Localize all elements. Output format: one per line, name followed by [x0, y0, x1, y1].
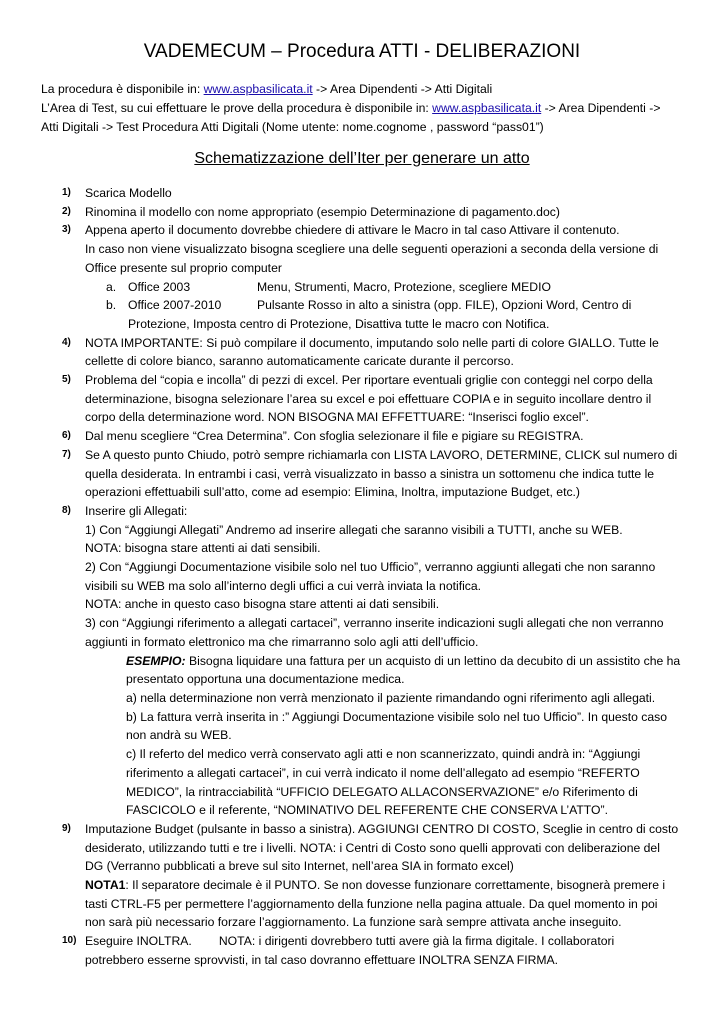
nota-label: NOTA1 [85, 878, 126, 893]
item-text: Se A questo punto Chiudo, potrò sempre richiamarla con LISTA LAVORO, DETERMINE, CLICK sul numero di [85, 447, 678, 462]
item-text: visibili su WEB ma solo all’interno degli uffici a cui verrà inviata la notifica. [85, 578, 482, 593]
item-number: 5) [62, 374, 71, 386]
item-text: Office presente sul proprio computer [85, 260, 282, 275]
intro-text: -> Area Dipendenti -> [541, 101, 661, 115]
list-item [41, 371, 691, 427]
item-text: determinazione, bisogna selezionare l’area su excel e poi effettuare COPIA e in seguito incollare dentro il [85, 391, 652, 406]
item-text: NOTA IMPORTANTE: Si può compilare il documento, imputando solo nelle parti di colore GIALLO. Tutte le [85, 335, 659, 350]
list-item [41, 932, 691, 969]
site-link[interactable]: www.aspbasilicata.it [203, 82, 313, 96]
item-text: Problema del “copia e incolla” di pezzi di excel. Per riportare eventuali griglie con conteggi nel corpo della [85, 373, 653, 388]
item-text: Appena aperto il documento dovrebbe chiedere di attivare le Macro in tal caso Attivare il contenuto. [85, 223, 620, 238]
item-text: In caso non viene visualizzato bisogna scegliere una delle seguenti operazioni a seconda della versione di [85, 242, 659, 257]
item-number: 4) [62, 336, 71, 348]
nota-text: : Il separatore decimale è il PUNTO. Se non dovesse funzionare correttamente, bisognerà premere i [125, 878, 666, 893]
item-number: 1) [62, 187, 71, 198]
sub-item [85, 278, 691, 297]
item-text: aggiunti in formato elettronico ma che rimarranno solo agli atti dell’ufficio. [85, 634, 479, 649]
item-text: tasti CTRL-F5 per permettere l’aggiornamento della funzione nella pagina attuale. Da quel momento in poi [85, 896, 658, 911]
site-link-test[interactable]: www.aspbasilicata.it [432, 101, 542, 115]
intro-text: -> Area Dipendenti -> Atti Digitali [312, 82, 493, 96]
sub-item-name: Office 2003 [128, 279, 191, 294]
sub-item [85, 296, 691, 333]
list-item [41, 446, 691, 502]
item-text: corpo della determinazione word. NON BISOGNA MAI EFFETTUARE: “Inserisci foglio excel”. [85, 410, 589, 425]
intro-line-1 [41, 80, 691, 99]
item-text: Imputazione Budget (pulsante in basso a sinistra). AGGIUNGI CENTRO DI COSTO, Sceglie in centro di costo [85, 821, 679, 836]
example-line [126, 652, 691, 671]
item-text: cellette di colore bianco, saranno automaticamente caricate durante il percorso. [85, 354, 514, 369]
item-number: 8) [62, 504, 71, 516]
item-text: potrebbero esserne sprovvisti, in tal caso dovranno effettuare INOLTRA SENZA FIRMA. [85, 952, 559, 967]
section-subtitle: Schematizzazione dell’Iter per generare un atto [194, 150, 530, 167]
item-text: operazioni effettuabili sull’atto, come ad esempio: Elimina, Inoltra, imputazione Budget, etc.) [85, 485, 580, 500]
item-number: 7) [62, 448, 71, 460]
item-text: Rinomina il modello con nome appropriato (esempio Determinazione di pagamento.doc) [85, 204, 560, 219]
steps-list [41, 184, 691, 970]
item-text: 2) Con “Aggiungi Documentazione visibile solo nel tuo Ufficio”, verranno aggiunti allegati che non saranno [85, 560, 656, 575]
intro-line-3: Atti Digitali -> Test Procedura Atti Digitali (Nome utente: nome.cognome , password “pass01”) [41, 120, 544, 134]
item-text: 1) Con “Aggiungi Allegati” Andremo ad inserire allegati che saranno visibili a TUTTI, anche su WEB. [85, 522, 623, 537]
item-text: non sarà più necessario forzare l’aggiornamento. La funzione sarà sempre attivata anche inseguito. [85, 915, 622, 930]
example-line: c) Il referto del medico verrà conservato agli atti e non scannerizzato, quindi andrà in: “Aggiungi [126, 747, 641, 762]
example-line: b) La fattura verrà inserita in :” Aggiungi Documentazione visibile solo nel tuo Ufficio”. In questo caso [126, 709, 668, 724]
item-number: 3) [62, 224, 71, 236]
item-number: 9) [62, 822, 71, 834]
example-line: MEDICO”, la rintracciabilità “UFFICIO DELEGATO ALLACONSERVAZIONE” e/o Riferimento di [126, 784, 638, 799]
item-number: 6) [62, 430, 71, 442]
item-text: NOTA: bisogna stare attenti ai dati sensibili. [85, 541, 321, 556]
example-line: riferimento a allegati cartacei”, in cui verrà indicato il nome dell’allegato ad esempio “REFERTO [126, 765, 640, 780]
example-line: non andrà su WEB. [126, 728, 232, 743]
item-number: 2) [62, 205, 71, 217]
sub-item-text: Pulsante Rosso in alto a sinistra (opp. FILE), Opzioni Word, Centro di [257, 298, 632, 313]
item-text: NOTA: anche in questo caso bisogna stare attenti ai dati sensibili. [85, 597, 440, 612]
item-text: quella desiderata. In entrambi i casi, verrà visualizzato in basso a sinistra un sottomenu che indica tutte le [85, 466, 655, 481]
item-text: desiderato, utilizzando tutti e tre i livelli. NOTA: i Centri di Costo sono quelli approvati con deliberazione del [85, 840, 660, 855]
item-text: 3) con “Aggiungi riferimento a allegati cartacei”, verranno inserite indicazioni sugli allegati che non verranno [85, 616, 664, 631]
sub-item-label: a. [106, 279, 117, 294]
sub-item-text: Protezione, Imposta centro di Protezione, Disattiva tutte le macro con Notifica. [128, 316, 550, 331]
intro-text: L’Area di Test, su cui effettuare le prove della procedura è disponibile in: [41, 101, 433, 115]
sub-item-text: Menu, Strumenti, Macro, Protezione, scegliere MEDIO [257, 279, 551, 294]
example-line: a) nella determinazione non verrà menzionato il paziente rimandando ogni riferimento agli allegati. [126, 690, 656, 705]
list-item [41, 334, 691, 371]
item-text: Inserire gli Allegati: [85, 503, 188, 518]
list-item [41, 221, 691, 333]
list-item [41, 427, 691, 446]
intro-text: La procedura è disponibile in: [41, 82, 204, 96]
item-text: DG (Verranno pubblicati a breve sul sito Internet, nell’area SIA in formato excel) [85, 859, 514, 874]
intro-line-2 [41, 99, 691, 118]
sub-item-label: b. [106, 298, 117, 313]
item-text: Eseguire INOLTRA. NOTA: i dirigenti dovrebbero tutti avere già la firma digitale. I collaboratori [85, 934, 615, 949]
document-title: VADEMECUM – Procedura ATTI - DELIBERAZIONI [143, 41, 581, 62]
item-text: Scarica Modello [85, 186, 172, 200]
list-item [41, 184, 691, 203]
example-text: Bisogna liquidare una fattura per un acquisto di un lettino da decubito di un assistito che ha [185, 653, 681, 668]
example-block [85, 652, 691, 820]
list-item [41, 203, 691, 222]
item-text: Dal menu scegliere “Crea Determina”. Con sfoglia selezionare il file e pigiare su REGISTRA. [85, 429, 584, 444]
list-item [41, 820, 691, 932]
list-item [41, 502, 691, 820]
example-line: presentato opportuna una documentazione medica. [126, 672, 405, 687]
item-number: 10) [62, 935, 77, 947]
example-label: ESEMPIO: [126, 653, 186, 668]
example-line: FASCICOLO e il referente, “NOMINATIVO DEL REFERENTE CHE CONSERVA L’ATTO”. [126, 803, 608, 818]
item-text [85, 876, 691, 895]
sub-item-name: Office 2007-2010 [128, 298, 222, 313]
